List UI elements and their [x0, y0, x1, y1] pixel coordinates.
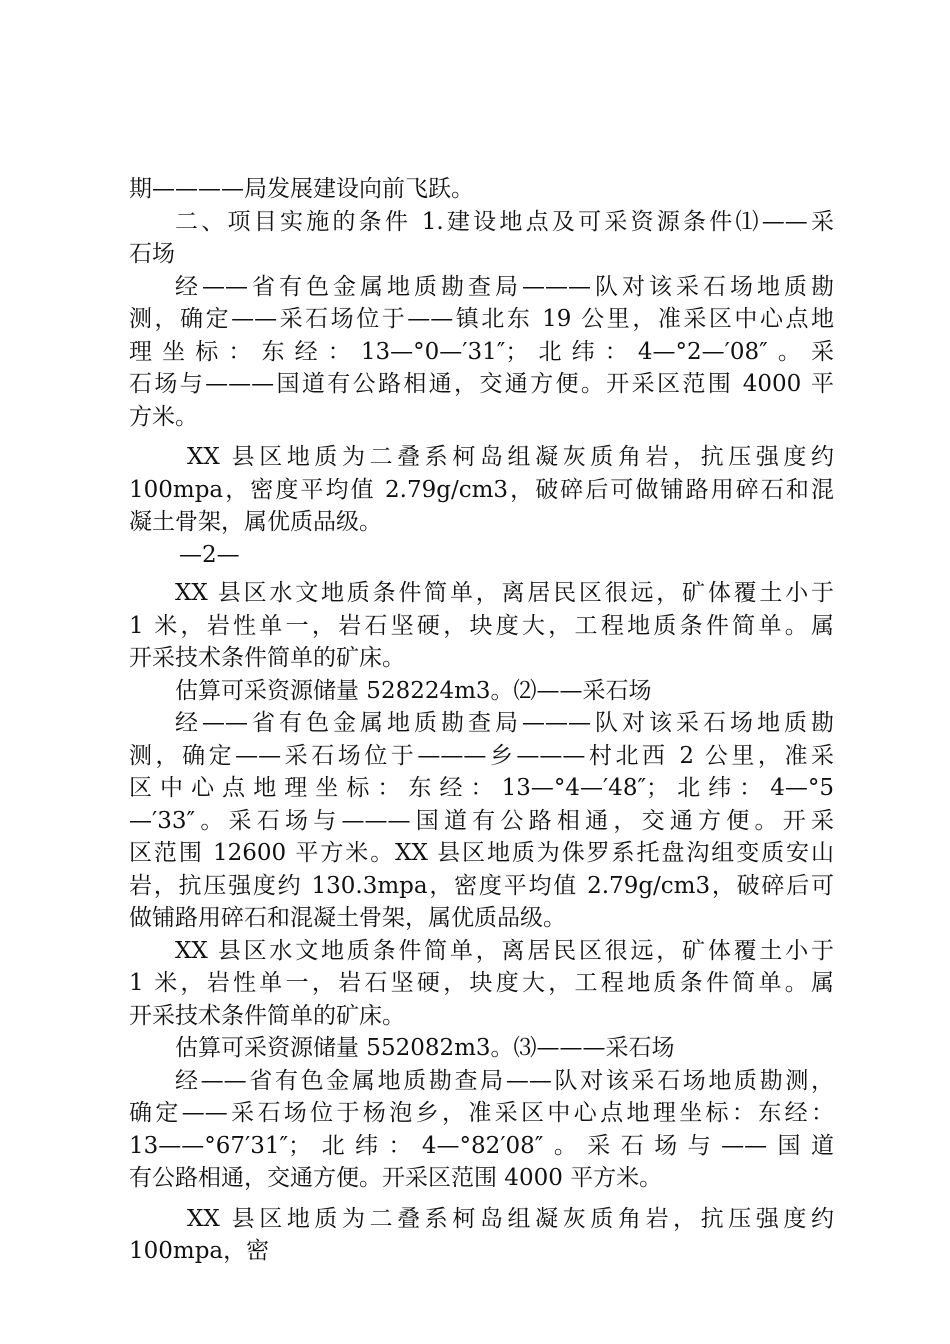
document-body [129, 173, 834, 1268]
paragraph-quarry-2-reserves [129, 1032, 834, 1065]
text-line: XX 县区水文地质条件简单，离居民区很远，矿体覆土小于 [175, 580, 834, 606]
text-line: 石场与———国道有公路相通，交通方便。开采区范围 4000 平 [129, 371, 834, 397]
paragraph-quarry-1-survey [129, 271, 834, 434]
page-number [129, 539, 834, 572]
text-line: 区中心点地理坐标：东经：13—°4—′48″；北纬：4—°5 [129, 775, 834, 801]
text-line: 岩，抗压强度约 130.3mpa，密度平均值 2.79g/cm3，破碎后可 [129, 872, 834, 899]
paragraph-quarry-2-hydrology [129, 935, 834, 1033]
paragraph-intro-tail [129, 173, 834, 206]
text-line: 测，确定——采石场位于———乡———村北西 2 公里，准采 [129, 742, 834, 769]
text-line: 测，确定——采石场位于——镇北东 19 公里，准采区中心点地 [129, 306, 834, 332]
text-line: 13——°67′31″；北纬：4—°82′08″。采石场与——国道 [129, 1132, 834, 1159]
text-line: XX 县区地质为二叠系柯岛组凝灰质角岩，抗压强度约 [187, 1205, 834, 1232]
text-line: 估算可采资源储量 552082m3。⑶———采石场 [175, 1035, 675, 1061]
text-line: 有公路相通，交通方便。开采区范围 4000 平方米。 [129, 1165, 663, 1191]
text-line: 石场 [129, 241, 175, 267]
text-line: 区范围 12600 平方米。XX 县区地质为侏罗系托盘沟组变质安山 [129, 840, 834, 866]
text-line: —′33″。采石场与———国道有公路相通，交通方便。开采 [129, 807, 834, 834]
text-line: XX 县区水文地质条件简单，离居民区很远，矿体覆土小于 [175, 937, 834, 964]
text-line: 做铺路用碎石和混凝土骨架，属优质品级。 [129, 905, 566, 931]
text-line: 期————局发展建设向前飞跃。 [129, 176, 474, 202]
paragraph-quarry-1-geology [129, 441, 834, 539]
text-line: 开采技术条件简单的矿床。 [129, 645, 405, 671]
text-line: 100mpa，密度平均值 2.79g/cm3，破碎后可做铺路用碎石和混 [129, 476, 834, 503]
text-line: 二、项目实施的条件 1.建设地点及可采资源条件⑴——采 [175, 208, 834, 235]
paragraph-section-heading [129, 206, 834, 271]
paragraph-quarry-1-reserves [129, 675, 834, 708]
text-line: 1 米，岩性单一，岩石坚硬，块度大，工程地质条件简单。属 [129, 970, 834, 996]
text-line: 经——省有色金属地质勘查局———队对该采石场地质勘 [175, 710, 834, 736]
page-number-text: —2— [179, 541, 240, 568]
text-line: 开采技术条件简单的矿床。 [129, 1002, 405, 1029]
text-line: 经——省有色金属地质勘查局———队对该采石场地质勘 [175, 273, 834, 300]
text-line: 方米。 [129, 403, 198, 430]
text-line: 确定——采石场位于杨泡乡，准采区中心点地理坐标：东经： [129, 1100, 834, 1126]
text-line: XX 县区地质为二叠系柯岛组凝灰质角岩，抗压强度约 [187, 444, 834, 470]
text-line: 理坐标：东经：13—°0—′31″；北纬：4—°2—′08″。采 [129, 338, 834, 365]
paragraph-quarry-3-survey [129, 1065, 834, 1195]
text-line: 经——省有色金属地质勘查局——队对该采石场地质勘测， [175, 1067, 834, 1094]
text-line: 凝土骨架，属优质品级。 [129, 509, 382, 535]
paragraph-quarry-1-hydrology [129, 577, 834, 675]
text-line: 100mpa，密 [129, 1238, 270, 1264]
text-line: 估算可采资源储量 528224m3。⑵——采石场 [175, 677, 652, 704]
paragraph-quarry-3-geology [129, 1203, 834, 1268]
text-line: 1 米，岩性单一，岩石坚硬，块度大，工程地质条件简单。属 [129, 612, 834, 639]
paragraph-quarry-2-survey [129, 707, 834, 935]
